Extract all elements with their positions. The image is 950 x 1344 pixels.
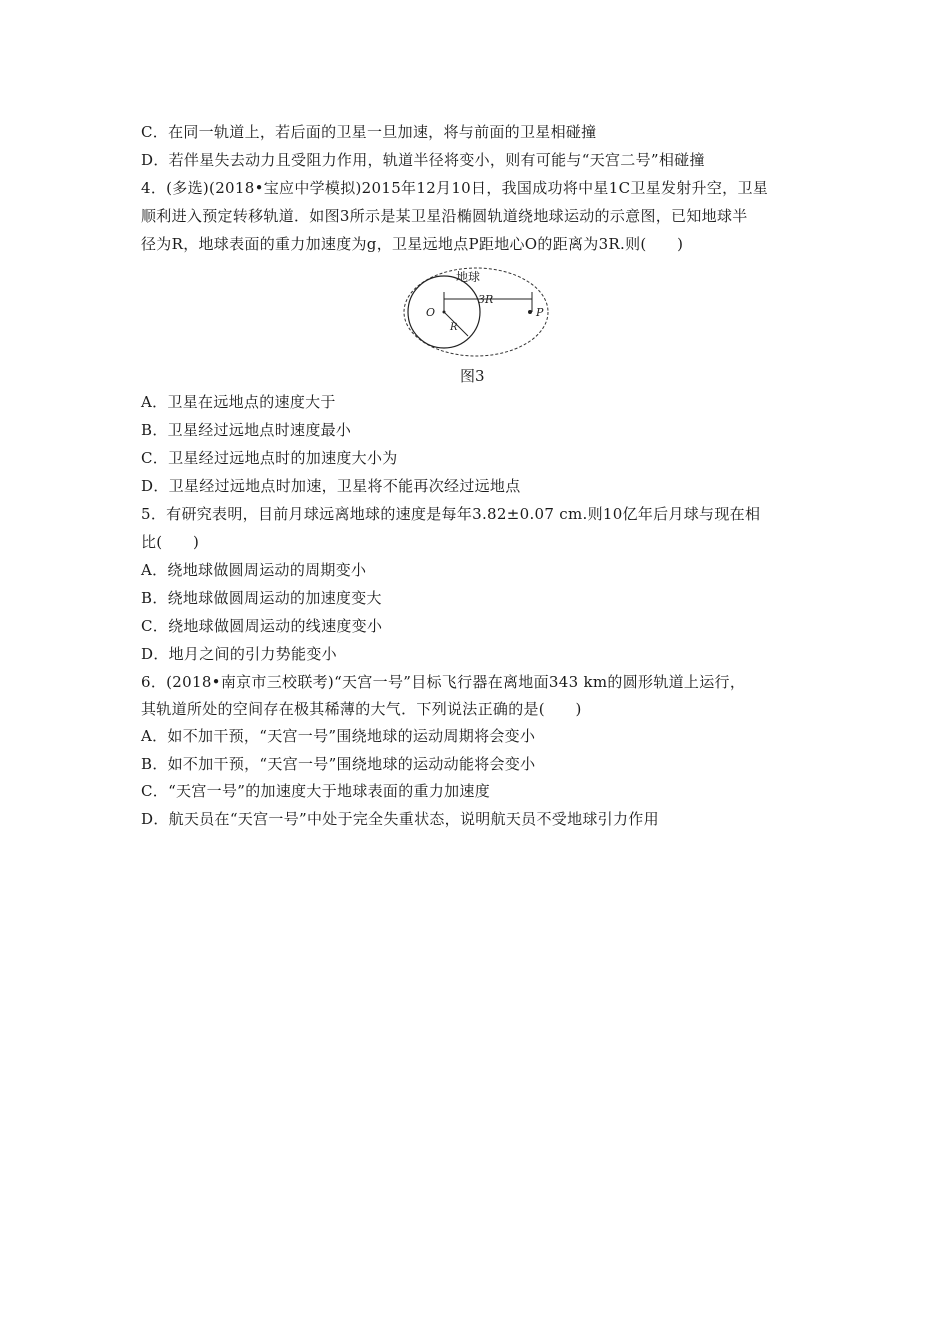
radius-label: R bbox=[450, 322, 458, 333]
question-4-line-3: 径为R，地球表面的重力加速度为g，卫星远地点P距地心O的距离为3R.则( ) bbox=[141, 235, 684, 253]
center-point bbox=[443, 311, 446, 314]
question-6-option-b: B．如不加干预，“天宫一号”围绕地球的运动动能将会变小 bbox=[141, 755, 536, 773]
question-6-line-2: 其轨道所处的空间存在极其稀薄的大气．下列说法正确的是( ) bbox=[141, 700, 582, 718]
question-5-option-a: A．绕地球做圆周运动的周期变小 bbox=[141, 561, 367, 579]
earth-label: 地球 bbox=[456, 270, 481, 284]
question-6-line-1: 6．(2018•南京市三校联考)“天宫一号”目标飞行器在离地面343 km的圆形轨道上运行， bbox=[141, 673, 746, 691]
question-6-option-d: D．航天员在“天宫一号”中处于完全失重状态，说明航天员不受地球引力作用 bbox=[141, 810, 659, 828]
center-label: O bbox=[426, 306, 436, 319]
question-5-option-b: B．绕地球做圆周运动的加速度变大 bbox=[141, 589, 382, 607]
question-4-line-2: 顺利进入预定转移轨道．如图3所示是某卫星沿椭圆轨道绕地球运动的示意图，已知地球半 bbox=[141, 207, 748, 225]
question-5-option-d: D．地月之间的引力势能变小 bbox=[141, 645, 337, 663]
question-4-line-1: 4．(多选)(2018•宝应中学模拟)2015年12月10日，我国成功将中星1C卫星发射升空，卫星 bbox=[141, 179, 769, 197]
question-5-option-c: C．绕地球做圆周运动的线速度变小 bbox=[141, 617, 383, 635]
figure-caption: 图3 bbox=[460, 367, 485, 385]
question-5-line-2: 比( ) bbox=[141, 533, 200, 551]
question-4-option-d: D．卫星经过远地点时加速，卫星将不能再次经过远地点 bbox=[141, 477, 521, 495]
apogee-label: P bbox=[536, 306, 544, 319]
distance-label: 3R bbox=[478, 293, 494, 306]
question-5-line-1: 5．有研究表明，目前月球远离地球的速度是每年3.82±0.07 cm.则10亿年后月球与现在相 bbox=[141, 505, 761, 523]
option-c-prev: C．在同一轨道上，若后面的卫星一旦加速，将与前面的卫星相碰撞 bbox=[141, 123, 597, 141]
question-4-option-a: A．卫星在远地点的速度大于 bbox=[141, 393, 336, 411]
question-6-option-c: C．“天宫一号”的加速度大于地球表面的重力加速度 bbox=[141, 782, 491, 800]
question-4-option-b: B．卫星经过远地点时速度最小 bbox=[141, 421, 352, 439]
question-4-option-c: C．卫星经过远地点时的加速度大小为 bbox=[141, 449, 398, 467]
option-d-prev: D．若伴星失去动力且受阻力作用，轨道半径将变小，则有可能与“天宫二号”相碰撞 bbox=[141, 151, 705, 169]
orbit-diagram bbox=[398, 264, 558, 360]
question-6-option-a: A．如不加干预，“天宫一号”围绕地球的运动周期将会变小 bbox=[141, 727, 536, 745]
apogee-point bbox=[528, 310, 532, 314]
orbit-figure bbox=[398, 264, 558, 360]
